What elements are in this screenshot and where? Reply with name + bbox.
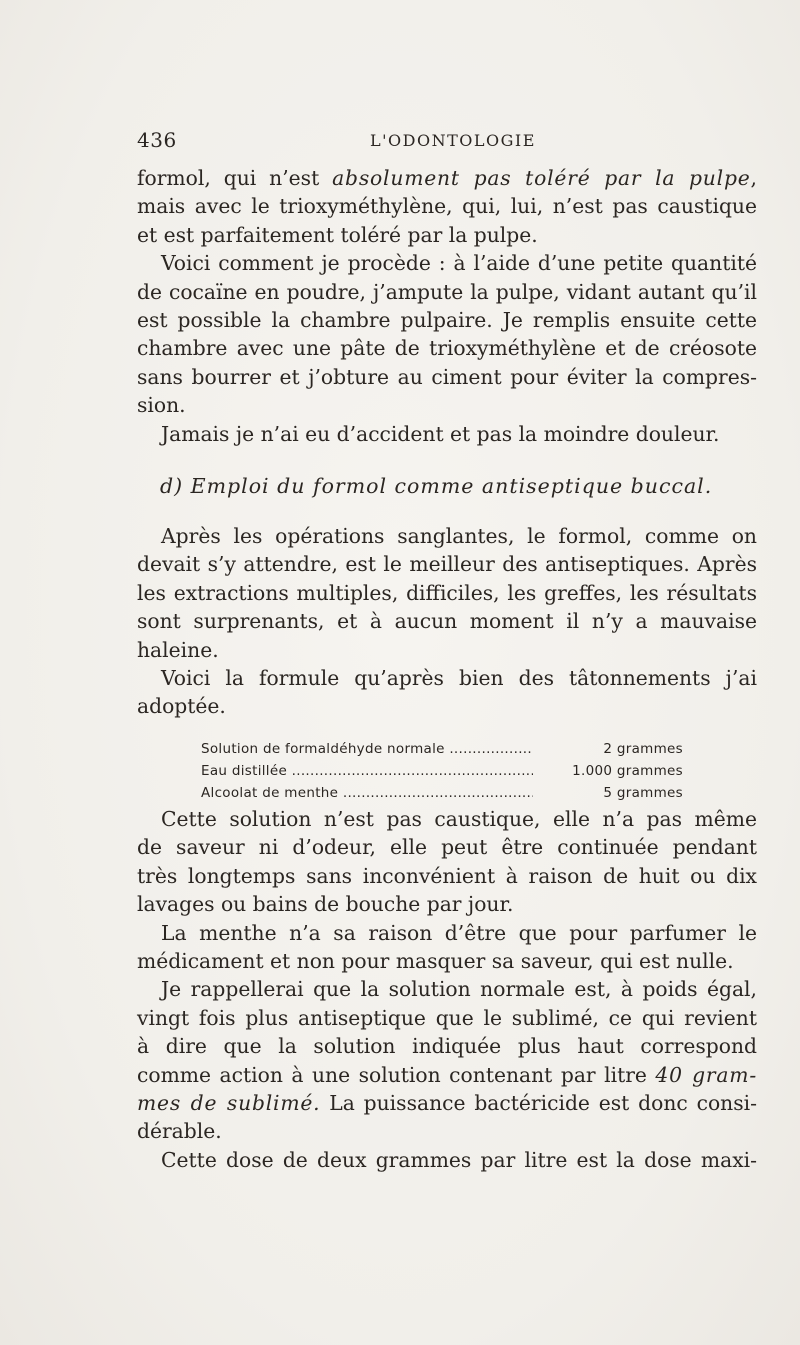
paragraph-4-line-4: sont surprenants, et à aucun moment il n’y a mauvaise [137,609,757,634]
paragraph-8-line-6: dérable. [137,1119,222,1144]
formula-quantity: 2 grammes [603,741,683,757]
paragraph-2-line-2: de cocaïne en poudre, j’ampute la pulpe, vidant autant qu’il [137,279,757,304]
paragraph-7-line-1: La menthe n’a sa raison d’être que pour parfumer le [161,920,757,945]
formula-row [201,738,683,760]
paragraph-1-line-3: et est parfaitement toléré par la pulpe. [137,222,538,247]
paragraph-3-line-1: Jamais je n’ai eu d’accident et pas la moindre douleur. [161,421,720,446]
paragraph-4-line-5: haleine. [137,637,219,662]
paragraph-2-line-4: chambre avec une pâte de trioxyméthylène et de créosote [137,336,757,361]
paragraph-4-line-1: Après les opérations sanglantes, le formol, comme on [161,524,757,548]
paragraph-4-line-3: les extractions multiples, difficiles, les greffes, les résultats [137,580,757,605]
body-text-middle [137,522,757,721]
running-head [137,128,757,162]
paragraph-1-line-1: formol, qui n’est absolument pas toléré par la pulpe, [137,166,757,190]
paragraph-7-line-2: médicament et non pour masquer sa saveur, qui est nulle. [137,948,734,973]
paragraph-2-line-3: est possible la chambre pulpaire. Je remplis ensuite cette [137,307,757,332]
paragraph-6-line-2: de saveur ni d’odeur, elle peut être continuée pendant [137,835,757,860]
body-text-top [137,164,757,448]
formula-ingredient: Alcoolat de menthe ..... [201,782,533,804]
paragraph-6-line-3: très longtemps sans inconvénient à raison de huit ou dix [137,863,757,888]
formula-quantity: 5 grammes [603,785,683,801]
body-text-bottom [137,805,757,1174]
paragraph-8-line-5: mes de sublimé. La puissance bactéricide est donc consi- [137,1090,757,1115]
paragraph-6-line-4: lavages ou bains de bouche par jour. [137,892,514,917]
formula-quantity: 1.000 grammes [572,763,683,779]
formula-row [201,782,683,804]
italic-phrase: mes de sublimé. [137,1090,321,1115]
page-number: 436 [137,128,177,152]
formula-ingredient: Solution de formaldéhyde normale ..... [201,738,533,760]
italic-phrase: 40 gram- [655,1062,757,1087]
paragraph-2-line-5: sans bourrer et j’obture au ciment pour éviter la compres- [137,364,757,389]
paragraph-9-line-1: Cette dose de deux grammes par litre est la dose maxi- [161,1147,757,1172]
paragraph-4-line-2: devait s’y attendre, est le meilleur des antiseptiques. Après [137,552,757,577]
paragraph-8-line-2: vingt fois plus antiseptique que le sublimé, ce qui revient [137,1005,757,1030]
italic-phrase: absolument pas toléré par la pulpe [332,166,751,190]
paragraph-5-line-2: adoptée. [137,694,226,719]
paragraph-5-line-1: Voici la formule qu’après bien des tâtonnements j’ai [161,665,757,690]
paragraph-8-line-3: à dire que la solution indiquée plus haut correspond [137,1034,757,1059]
paragraph-1-line-2: mais avec le trioxyméthylène, qui, lui, n’est pas caustique [137,194,757,219]
section-heading: d) Emploi du formol comme antiseptique buccal. [160,474,713,498]
paragraph-2-line-6: sion. [137,393,186,418]
paragraph-2-line-1: Voici comment je procède : à l’aide d’une petite quantité [161,251,757,276]
paragraph-8-line-4: comme action à une solution contenant par litre 40 gram- [137,1062,757,1087]
paragraph-6-line-1: Cette solution n’est pas caustique, elle n’a pas même [161,807,757,831]
running-title: L'ODONTOLOGIE [370,131,536,150]
paragraph-8-line-1: Je rappellerai que la solution normale est, à poids égal, [161,977,757,1002]
formula-table [201,738,683,804]
formula-ingredient: Eau distillée ..... [201,760,533,782]
formula-row [201,760,683,782]
